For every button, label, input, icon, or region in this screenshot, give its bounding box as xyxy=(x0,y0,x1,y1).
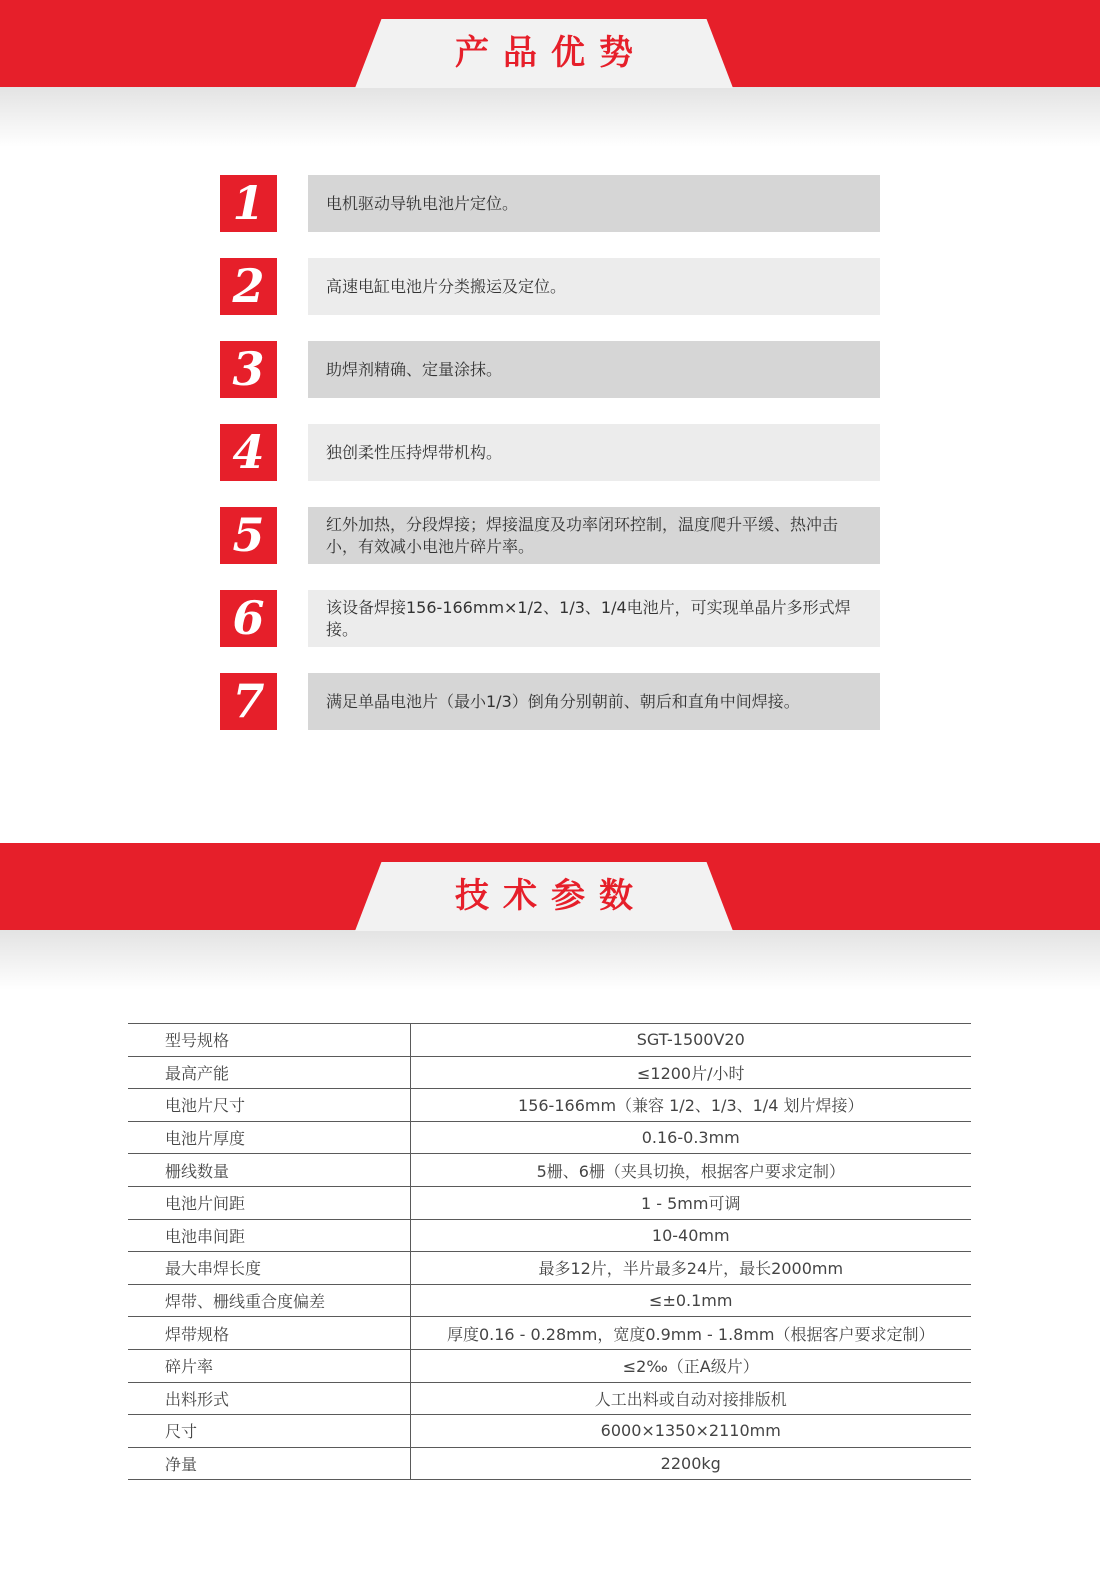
spec-value: 2200kg xyxy=(410,1447,971,1480)
spec-label: 型号规格 xyxy=(128,1024,410,1057)
table-row xyxy=(128,1317,971,1350)
advantage-text: 助焊剂精确、定量涂抹。 xyxy=(308,341,880,398)
advantage-text: 电机驱动导轨电池片定位。 xyxy=(308,175,880,232)
advantage-item xyxy=(220,175,880,232)
advantage-number: 5 xyxy=(220,507,277,564)
table-row xyxy=(128,1056,971,1089)
table-row xyxy=(128,1415,971,1448)
spec-value: SGT-1500V20 xyxy=(410,1024,971,1057)
advantage-text: 高速电缸电池片分类搬运及定位。 xyxy=(308,258,880,315)
table-row xyxy=(128,1382,971,1415)
table-row xyxy=(128,1252,971,1285)
advantage-number: 1 xyxy=(220,175,277,232)
advantage-text: 红外加热，分段焊接；焊接温度及功率闭环控制，温度爬升平缓、热冲击小，有效减小电池片碎片率。 xyxy=(308,507,880,564)
advantage-number: 2 xyxy=(220,258,277,315)
advantage-item xyxy=(220,424,880,481)
spec-label: 最高产能 xyxy=(128,1056,410,1089)
banner-shadow xyxy=(0,930,1100,990)
spec-value: 5栅、6栅（夹具切换，根据客户要求定制） xyxy=(410,1154,971,1187)
advantages-banner xyxy=(0,0,1100,190)
spec-label: 净量 xyxy=(128,1447,410,1480)
table-row xyxy=(128,1089,971,1122)
advantage-number: 7 xyxy=(220,673,277,730)
table-row xyxy=(128,1349,971,1382)
spec-label: 电池片尺寸 xyxy=(128,1089,410,1122)
table-row xyxy=(128,1186,971,1219)
spec-label: 栅线数量 xyxy=(128,1154,410,1187)
spec-value: 156-166mm（兼容 1/2、1/3、1/4 划片焊接） xyxy=(410,1089,971,1122)
spec-label: 碎片率 xyxy=(128,1349,410,1382)
advantage-item xyxy=(220,673,880,730)
advantage-text: 该设备焊接156-166mm×1/2、1/3、1/4电池片，可实现单晶片多形式焊接。 xyxy=(308,590,880,647)
spec-value: 最多12片，半片最多24片，最长2000mm xyxy=(410,1252,971,1285)
spec-value: 0.16-0.3mm xyxy=(410,1121,971,1154)
table-row xyxy=(128,1154,971,1187)
spec-value: 1 - 5mm可调 xyxy=(410,1186,971,1219)
table-row xyxy=(128,1284,971,1317)
advantage-number: 6 xyxy=(220,590,277,647)
advantage-number: 4 xyxy=(220,424,277,481)
spec-label: 电池串间距 xyxy=(128,1219,410,1252)
advantages-title: 产品优势 xyxy=(455,33,647,73)
spec-value: 10-40mm xyxy=(410,1219,971,1252)
spec-label: 电池片间距 xyxy=(128,1186,410,1219)
spec-value: ≤1200片/小时 xyxy=(410,1056,971,1089)
banner-shadow xyxy=(0,87,1100,147)
table-row xyxy=(128,1121,971,1154)
spec-value: 6000×1350×2110mm xyxy=(410,1415,971,1448)
spec-value: ≤±0.1mm xyxy=(410,1284,971,1317)
spec-label: 最大串焊长度 xyxy=(128,1252,410,1285)
advantage-item xyxy=(220,258,880,315)
table-row xyxy=(128,1447,971,1480)
advantage-item xyxy=(220,590,880,647)
spec-value: 人工出料或自动对接排版机 xyxy=(410,1382,971,1415)
spec-value: 厚度0.16 - 0.28mm，宽度0.9mm - 1.8mm（根据客户要求定制） xyxy=(410,1317,971,1350)
advantage-number: 3 xyxy=(220,341,277,398)
specs-table xyxy=(128,1023,971,1480)
advantage-text: 独创柔性压持焊带机构。 xyxy=(308,424,880,481)
table-row xyxy=(128,1024,971,1057)
advantage-item xyxy=(220,507,880,564)
advantage-text: 满足单晶电池片（最小1/3）倒角分别朝前、朝后和直角中间焊接。 xyxy=(308,673,880,730)
specs-title: 技术参数 xyxy=(455,876,647,916)
spec-label: 电池片厚度 xyxy=(128,1121,410,1154)
advantage-item xyxy=(220,341,880,398)
spec-label: 焊带规格 xyxy=(128,1317,410,1350)
spec-label: 出料形式 xyxy=(128,1382,410,1415)
spec-label: 焊带、栅线重合度偏差 xyxy=(128,1284,410,1317)
spec-label: 尺寸 xyxy=(128,1415,410,1448)
spec-value: ≤2‰（正A级片） xyxy=(410,1349,971,1382)
table-row xyxy=(128,1219,971,1252)
specs-banner xyxy=(0,843,1100,1033)
